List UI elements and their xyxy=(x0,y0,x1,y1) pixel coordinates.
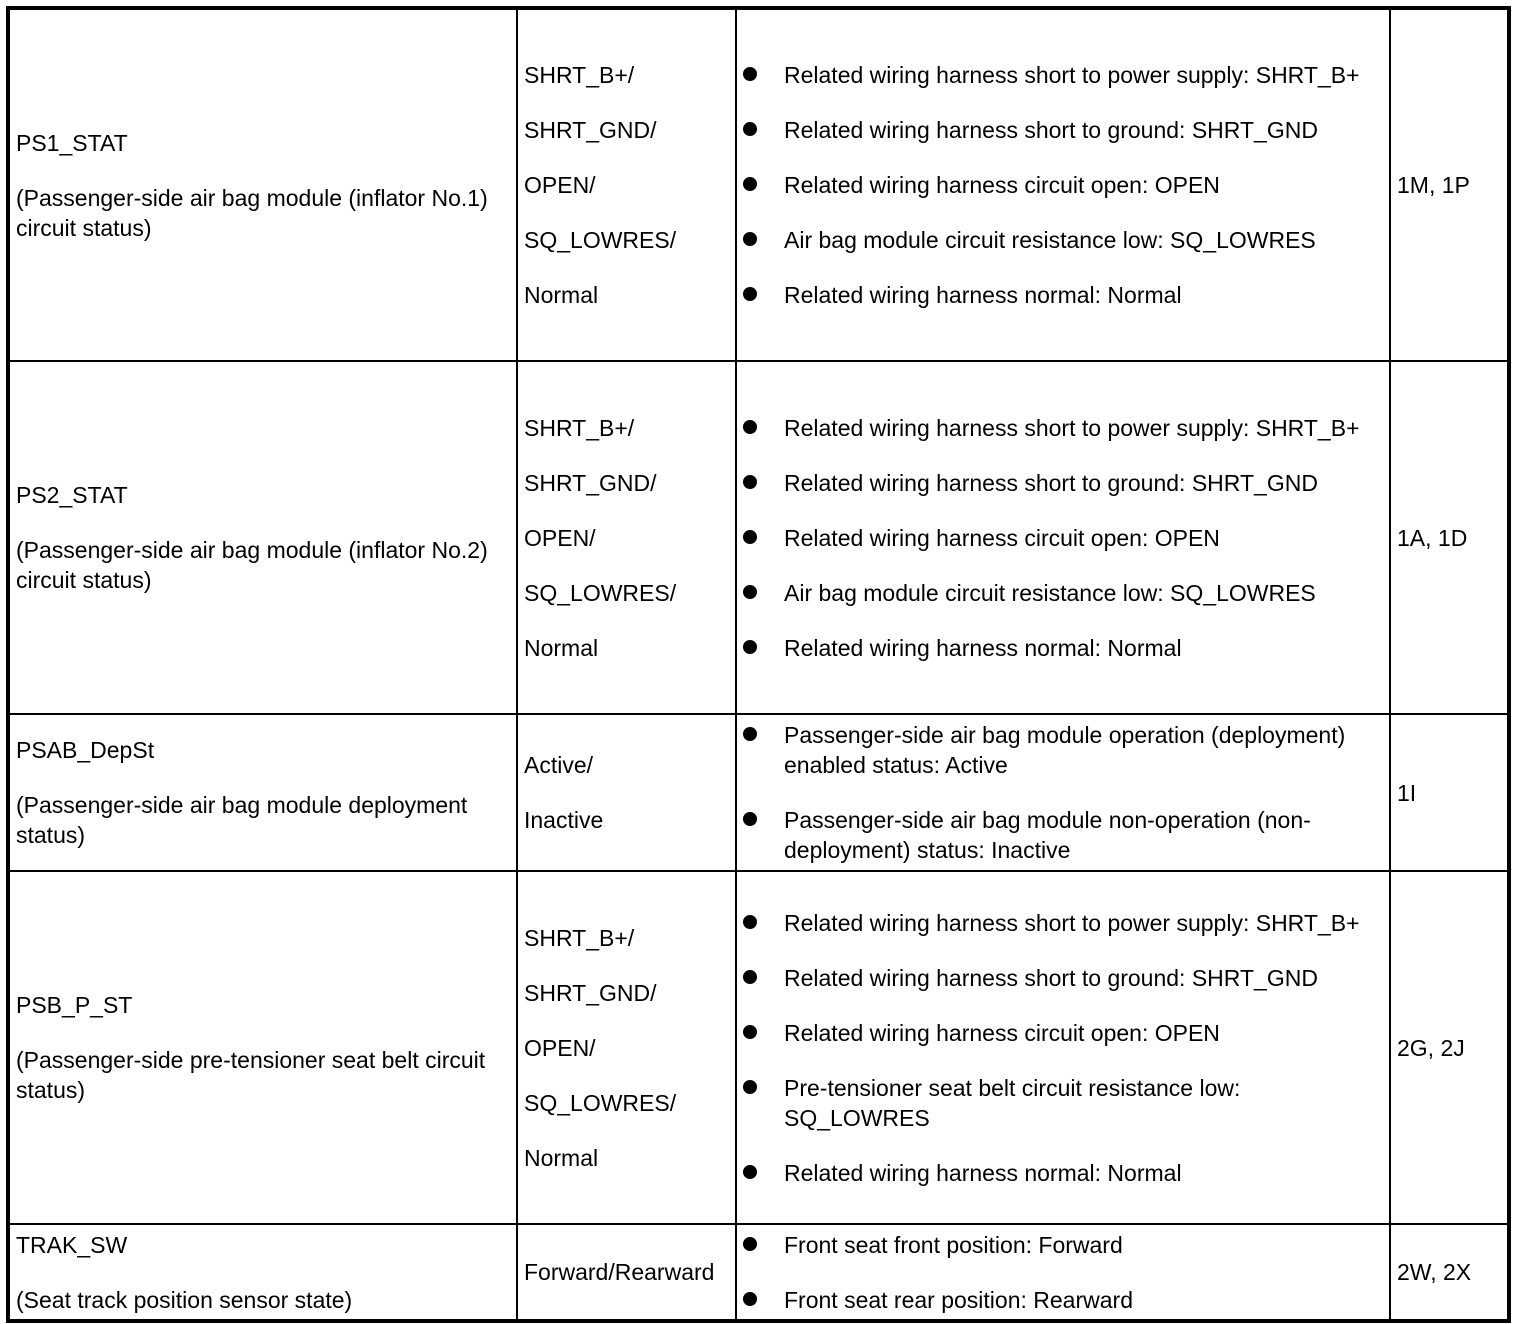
unit-value: SHRT_B+/ xyxy=(524,62,635,88)
monitor-item-name: TRAK_SW xyxy=(16,1231,128,1258)
list-item xyxy=(743,1158,1383,1188)
unit-value: SQ_LOWRES/ xyxy=(524,579,677,606)
unit-value: SHRT_GND/ xyxy=(524,117,657,143)
monitor-item-name: PS1_STAT xyxy=(16,129,128,156)
bullet-icon xyxy=(743,287,757,301)
unit-value: Normal xyxy=(524,282,599,308)
condition-text: Related wiring harness short to ground: SHRT_GND xyxy=(784,964,1318,991)
bullet-icon xyxy=(743,1292,757,1306)
condition-list xyxy=(743,60,1383,310)
table-row xyxy=(8,361,1509,714)
monitor-item-cell xyxy=(8,361,517,714)
condition-text: Related wiring harness short to ground: SHRT_GND xyxy=(784,469,1318,496)
monitor-item-description: (Passenger-side air bag module (inflator No.1) circuit status) xyxy=(16,184,488,241)
monitor-item-name: PS2_STAT xyxy=(16,482,128,508)
bullet-icon xyxy=(743,915,757,929)
condition-text: Related wiring harness short to power supply: SHRT_B+ xyxy=(784,414,1360,441)
monitor-item-cell xyxy=(8,714,517,871)
list-item xyxy=(743,1018,1383,1048)
unit-condition-cell xyxy=(517,8,736,361)
unit-value: SQ_LOWRES/ xyxy=(524,227,677,253)
bullet-icon xyxy=(743,727,757,741)
unit-value: OPEN/ xyxy=(524,172,596,198)
unit-value: Normal xyxy=(524,1144,599,1171)
list-item xyxy=(743,170,1383,200)
condition-text: Front seat front position: Forward xyxy=(784,1231,1123,1258)
list-item xyxy=(743,1073,1383,1133)
bullet-icon xyxy=(743,1237,757,1251)
table-row xyxy=(8,871,1509,1224)
monitor-item-description: (Seat track position sensor state) xyxy=(16,1286,353,1313)
list-item xyxy=(743,413,1383,443)
terminal-value: 1A, 1D xyxy=(1397,524,1468,551)
list-item xyxy=(743,468,1383,498)
bullet-icon xyxy=(743,812,757,826)
list-item xyxy=(743,523,1383,553)
list-item xyxy=(743,60,1383,90)
terminal-cell xyxy=(1390,8,1509,361)
condition-list xyxy=(743,720,1383,865)
list-item xyxy=(743,1230,1383,1260)
unit-value: OPEN/ xyxy=(524,1034,596,1061)
table-row xyxy=(8,1224,1509,1321)
condition-text: Passenger-side air bag module operation (deployment) enabled status: Active xyxy=(784,722,1346,778)
condition-text: Related wiring harness normal: Normal xyxy=(784,282,1182,308)
list-item xyxy=(743,633,1383,663)
condition-text: Pre-tensioner seat belt circuit resistance low: SQ_LOWRES xyxy=(784,1074,1241,1131)
monitor-item-table xyxy=(6,6,1511,1323)
unit-condition-cell xyxy=(517,1224,736,1321)
condition-text: Air bag module circuit resistance low: SQ_LOWRES xyxy=(784,227,1316,253)
terminal-value: 2W, 2X xyxy=(1397,1259,1472,1285)
monitor-item-name: PSB_P_ST xyxy=(16,992,133,1018)
terminal-cell xyxy=(1390,361,1509,714)
bullet-icon xyxy=(743,67,757,81)
condition-cell xyxy=(736,8,1390,361)
condition-text: Related wiring harness circuit open: OPEN xyxy=(784,172,1220,198)
unit-value: OPEN/ xyxy=(524,524,596,551)
unit-condition-cell xyxy=(517,714,736,871)
monitor-item-description: (Passenger-side air bag module (inflator No.2) circuit status) xyxy=(16,537,488,593)
list-item xyxy=(743,578,1383,608)
list-item xyxy=(743,225,1383,255)
bullet-icon xyxy=(743,475,757,489)
bullet-icon xyxy=(743,585,757,599)
monitor-item-name: PSAB_DepSt xyxy=(16,737,155,763)
bullet-icon xyxy=(743,640,757,654)
list-item xyxy=(743,963,1383,993)
table-row xyxy=(8,714,1509,871)
bullet-icon xyxy=(743,122,757,136)
terminal-cell xyxy=(1390,871,1509,1224)
condition-cell xyxy=(736,871,1390,1224)
table-row xyxy=(8,8,1509,361)
condition-text: Passenger-side air bag module non-operation (non-deployment) status: Inactive xyxy=(784,807,1311,863)
list-item xyxy=(743,805,1383,865)
bullet-icon xyxy=(743,1025,757,1039)
condition-text: Related wiring harness circuit open: OPEN xyxy=(784,524,1220,551)
unit-condition-cell xyxy=(517,361,736,714)
list-item xyxy=(743,115,1383,145)
terminal-cell xyxy=(1390,714,1509,871)
condition-cell xyxy=(736,1224,1390,1321)
monitor-item-description: (Passenger-side air bag module deployment status) xyxy=(16,792,468,848)
unit-value: SQ_LOWRES/ xyxy=(524,1089,677,1116)
condition-text: Related wiring harness short to ground: SHRT_GND xyxy=(784,117,1318,143)
bullet-icon xyxy=(743,1165,757,1179)
condition-text: Air bag module circuit resistance low: SQ_LOWRES xyxy=(784,579,1316,606)
monitor-item-description: (Passenger-side pre-tensioner seat belt circuit status) xyxy=(16,1047,486,1103)
monitor-item-cell xyxy=(8,871,517,1224)
terminal-cell xyxy=(1390,1224,1509,1321)
bullet-icon xyxy=(743,530,757,544)
list-item xyxy=(743,1285,1383,1315)
list-item xyxy=(743,280,1383,310)
unit-value: SHRT_GND/ xyxy=(524,469,657,496)
bullet-icon xyxy=(743,1080,757,1094)
list-item xyxy=(743,720,1383,780)
condition-list xyxy=(743,413,1383,663)
terminal-value: 2G, 2J xyxy=(1397,1034,1465,1061)
unit-value: Active/ xyxy=(524,752,594,778)
condition-list xyxy=(743,908,1383,1188)
unit-value: Normal xyxy=(524,634,599,661)
unit-value: SHRT_GND/ xyxy=(524,979,657,1006)
condition-text: Related wiring harness short to power supply: SHRT_B+ xyxy=(784,909,1360,936)
list-item xyxy=(743,908,1383,938)
bullet-icon xyxy=(743,420,757,434)
unit-value: Inactive xyxy=(524,807,604,833)
unit-value: SHRT_B+/ xyxy=(524,414,635,441)
bullet-icon xyxy=(743,232,757,246)
condition-text: Front seat rear position: Rearward xyxy=(784,1286,1133,1313)
bullet-icon xyxy=(743,177,757,191)
unit-condition-cell xyxy=(517,871,736,1224)
condition-text: Related wiring harness normal: Normal xyxy=(784,1159,1182,1186)
monitor-item-cell xyxy=(8,1224,517,1321)
bullet-icon xyxy=(743,970,757,984)
condition-text: Related wiring harness circuit open: OPEN xyxy=(784,1019,1220,1046)
condition-cell xyxy=(736,361,1390,714)
condition-text: Related wiring harness short to power supply: SHRT_B+ xyxy=(784,62,1360,88)
condition-list xyxy=(743,1230,1383,1315)
terminal-value: 1I xyxy=(1397,779,1417,806)
monitor-item-cell xyxy=(8,8,517,361)
terminal-value: 1M, 1P xyxy=(1397,172,1470,198)
unit-value: SHRT_B+/ xyxy=(524,924,635,951)
condition-cell xyxy=(736,714,1390,871)
unit-value: Forward/Rearward xyxy=(524,1259,715,1285)
condition-text: Related wiring harness normal: Normal xyxy=(784,634,1182,661)
